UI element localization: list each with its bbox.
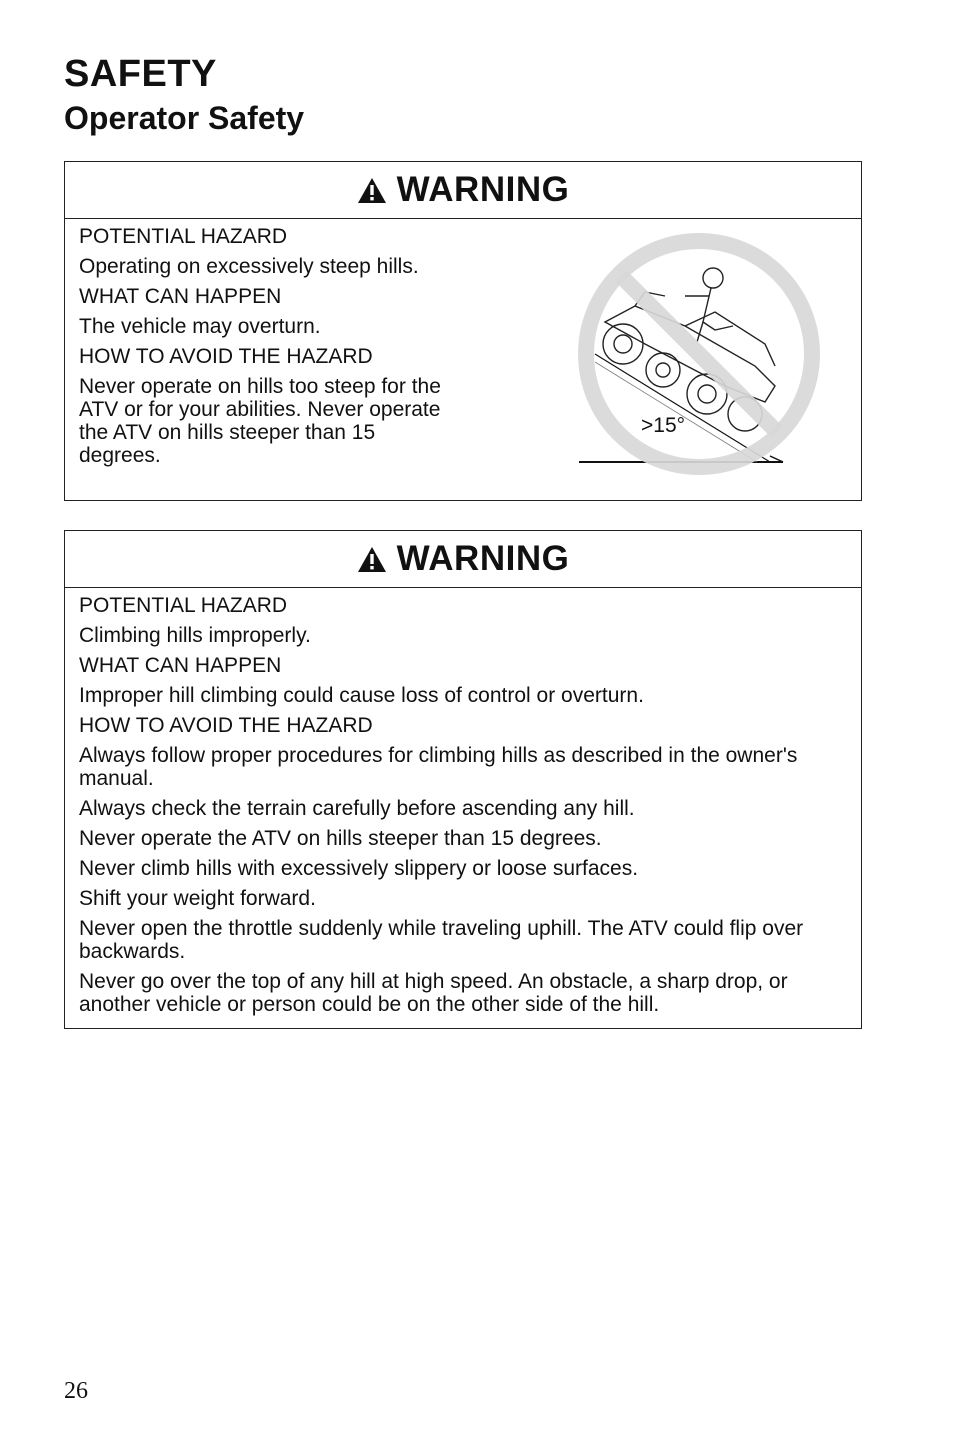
subsection-title: Operator Safety (64, 100, 305, 136)
angle-label: >15° (641, 414, 686, 437)
warning-box-climbing-hills (64, 530, 862, 1029)
section-title: SAFETY (64, 53, 217, 95)
warning-title: WARNING (396, 539, 570, 578)
potential-hazard-text: Climbing hills improperly. (79, 624, 311, 647)
prohibited-atv-slope-icon (565, 226, 845, 486)
how-to-avoid-item: Shift your weight forward. (79, 887, 316, 910)
warning-triangle-icon (357, 546, 387, 573)
what-can-happen-label: WHAT CAN HAPPEN (79, 285, 282, 308)
how-to-avoid-label: HOW TO AVOID THE HAZARD (79, 345, 373, 368)
how-to-avoid-label: HOW TO AVOID THE HAZARD (79, 714, 373, 737)
how-to-avoid-text: Never operate on hills too steep for the ATV or for your abilities. Never operate the ATV on hills steeper than 15 degrees. (79, 375, 441, 467)
how-to-avoid-item: Always follow proper procedures for climbing hills as described in the owner's manual. (79, 744, 798, 790)
warning-header (65, 531, 861, 588)
what-can-happen-text: The vehicle may overturn. (79, 315, 321, 338)
warning-triangle-icon (357, 177, 387, 204)
how-to-avoid-item: Never operate the ATV on hills steeper than 15 degrees. (79, 827, 602, 850)
how-to-avoid-item: Never open the throttle suddenly while traveling uphill. The ATV could flip over backwards. (79, 917, 804, 963)
warning-title: WARNING (396, 170, 570, 209)
potential-hazard-label: POTENTIAL HAZARD (79, 225, 288, 248)
what-can-happen-label: WHAT CAN HAPPEN (79, 654, 282, 677)
how-to-avoid-item: Always check the terrain carefully before ascending any hill. (79, 797, 635, 820)
potential-hazard-text: Operating on excessively steep hills. (79, 255, 419, 278)
warning-header (65, 162, 861, 219)
warning-box-steep-hills (64, 161, 862, 501)
potential-hazard-label: POTENTIAL HAZARD (79, 594, 288, 617)
what-can-happen-text: Improper hill climbing could cause loss of control or overturn. (79, 684, 644, 707)
how-to-avoid-item: Never climb hills with excessively slippery or loose surfaces. (79, 857, 639, 880)
how-to-avoid-item: Never go over the top of any hill at high speed. An obstacle, a sharp drop, or another vehicle or person could be on the other side of the hill. (79, 970, 788, 1016)
page-number: 26 (64, 1378, 88, 1404)
